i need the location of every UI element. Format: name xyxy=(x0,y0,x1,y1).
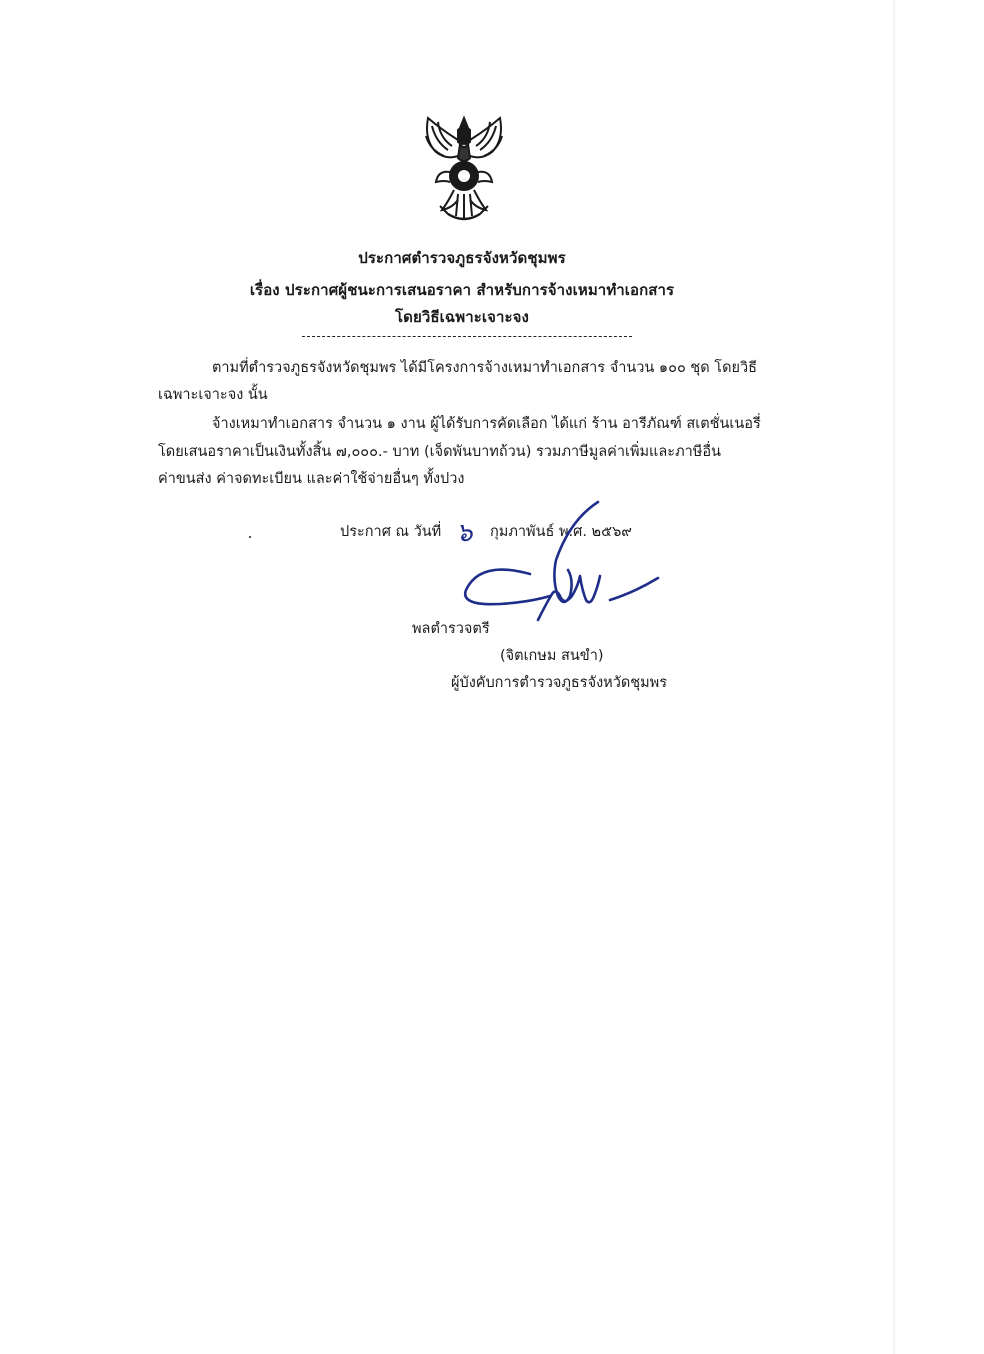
signature-mark xyxy=(460,500,670,630)
signatory-position: ผู้บังคับการตำรวจภูธรจังหวัดชุมพร xyxy=(451,675,668,691)
paragraph-2-line-2: โดยเสนอราคาเป็นเงินทั้งสิ้น ๗,๐๐๐.- บาท (เจ็ดพันบาทถ้วน) รวมภาษีมูลค่าเพิ่มและภาษีอื่น xyxy=(158,444,721,460)
scan-edge-shadow xyxy=(892,0,896,1354)
paragraph-1-line-1: ตามที่ตำรวจภูธรจังหวัดชุมพร ได้มีโครงการจ้างเหมาทำเอกสาร จำนวน ๑๐๐ ชุด โดยวิธี xyxy=(212,360,757,376)
date-label: ประกาศ ณ วันที่ xyxy=(340,524,442,540)
announcement-method: โดยวิธีเฉพาะเจาะจง xyxy=(395,308,529,326)
paragraph-2-line-3: ค่าขนส่ง ค่าจดทะเบียน และค่าใช้จ่ายอื่นๆ ทั้งปวง xyxy=(158,471,465,487)
divider-rule xyxy=(302,336,632,337)
signatory-name: (จิตเกษม สนขำ) xyxy=(500,648,604,664)
date-month-year: กุมภาพันธ์ พ.ศ. ๒๕๖๙ xyxy=(490,524,632,540)
signatory-rank: พลตำรวจตรี xyxy=(412,621,490,637)
paragraph-2-line-1: จ้างเหมาทำเอกสาร จำนวน ๑ งาน ผู้ได้รับการคัดเลือก ได้แก่ ร้าน อารีภัณฑ์ สเตชั่นเนอรี่ xyxy=(212,416,761,432)
announcement-title: ประกาศตำรวจภูธรจังหวัดชุมพร xyxy=(358,249,566,267)
stray-mark xyxy=(249,536,251,538)
paragraph-1-line-2: เฉพาะเจาะจง นั้น xyxy=(158,387,268,403)
announcement-subject: เรื่อง ประกาศผู้ชนะการเสนอราคา สำหรับการจ้างเหมาทำเอกสาร xyxy=(249,281,675,299)
date-day-handwritten: ๖ xyxy=(456,518,473,548)
garuda-emblem-icon xyxy=(414,110,514,228)
